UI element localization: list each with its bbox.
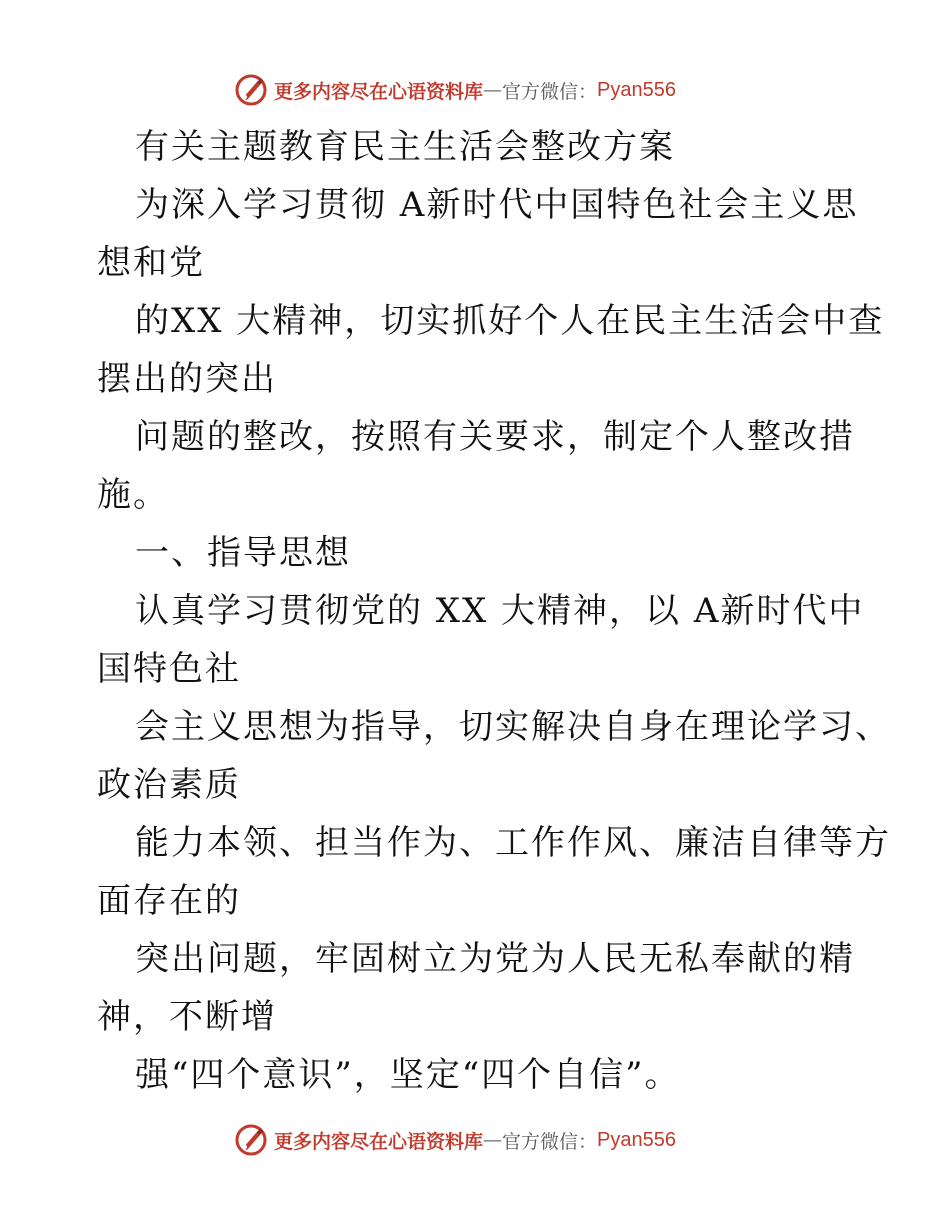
paragraph-line: 问题的整改，按照有关要求，制定个人整改措 — [135, 417, 855, 457]
footer-watermark — [234, 1122, 676, 1158]
paragraph-line: 想和党 — [97, 243, 205, 283]
watermark-brand-text: 更多内容尽在心语资料库 — [274, 80, 484, 103]
paragraph-line: 面存在的 — [97, 881, 241, 921]
paragraph-line: 神，不断增 — [97, 997, 277, 1037]
quill-pen-seal-icon — [234, 1123, 268, 1157]
paragraph-line: 国特色社 — [97, 649, 241, 689]
paragraph-line: 会主义思想为指导，切实解决自身在理论学习、 — [135, 707, 891, 747]
document-body — [97, 118, 891, 1104]
paragraph-line: 强“四个意识”，坚定“四个自信”。 — [135, 1055, 681, 1095]
paragraph-line: 认真学习贯彻党的 XX 大精神，以 A新时代中 — [135, 591, 865, 631]
watermark-wechat-id: Pyan556 — [597, 78, 676, 101]
paragraph-line: 突出问题，牢固树立为党为人民无私奉献的精 — [135, 939, 855, 979]
paragraph-line: 政治素质 — [97, 765, 241, 805]
watermark-official-label: 官方微信： — [502, 1130, 598, 1153]
watermark-official-label: 官方微信： — [502, 80, 598, 103]
watermark-wechat-id: Pyan556 — [597, 1128, 676, 1151]
quill-pen-seal-icon — [234, 73, 268, 107]
paragraph-line: 为深入学习贯彻 A新时代中国特色社会主义思 — [135, 185, 859, 225]
paragraph-line: 的XX 大精神，切实抓好个人在民主生活会中查 — [135, 301, 885, 341]
paragraph-line: 能力本领、担当作为、工作作风、廉洁自律等方 — [135, 823, 891, 863]
watermark-brand-text: 更多内容尽在心语资料库 — [274, 1130, 484, 1153]
header-watermark — [234, 72, 676, 108]
watermark-separator: — — [483, 79, 503, 101]
paragraph-line: 施。 — [97, 475, 169, 515]
section-heading: 一、指导思想 — [135, 533, 351, 573]
document-title: 有关主题教育民主生活会整改方案 — [135, 127, 675, 167]
paragraph-line: 摆出的突出 — [97, 359, 277, 399]
watermark-separator: — — [483, 1129, 503, 1151]
